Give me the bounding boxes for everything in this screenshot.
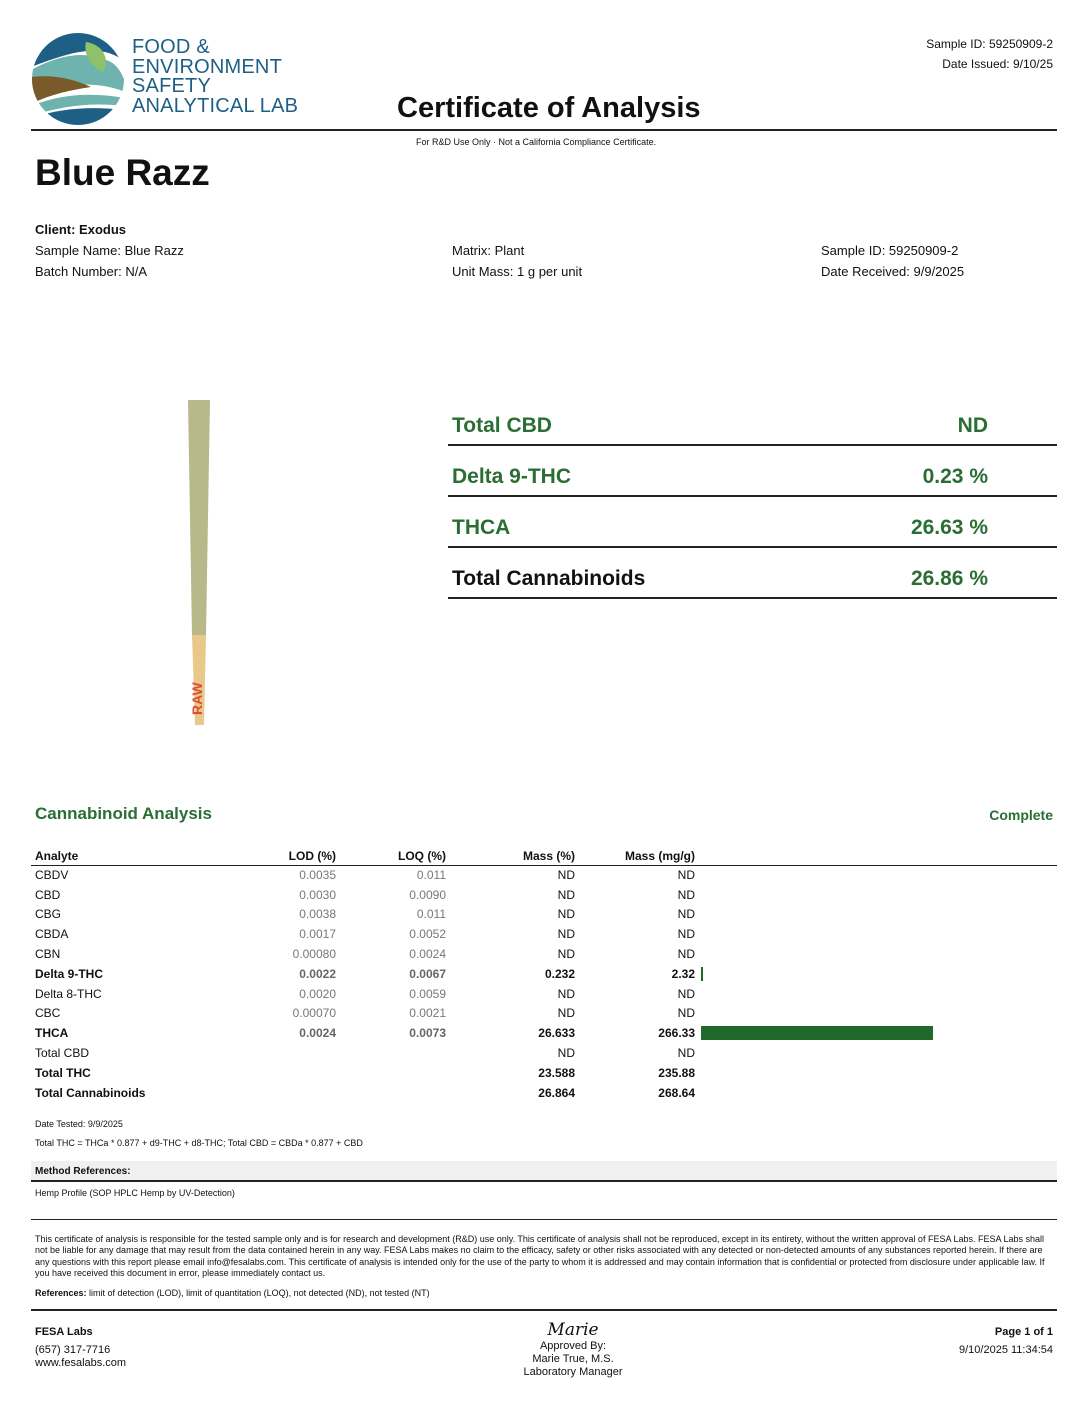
lod: 0.0038 [299, 907, 336, 922]
matrix-info: Matrix: Plant Unit Mass: 1 g per unit [452, 243, 583, 279]
loq [336, 1043, 446, 1063]
table-row [31, 924, 1057, 944]
divider [31, 129, 1057, 131]
lod: 0.0030 [299, 887, 336, 902]
formula-note: Total THC = THCa * 0.877 + d9-THC + d8-THC; Total CBD = CBDa * 0.877 + CBD [35, 1138, 363, 1148]
method-text: Hemp Profile (SOP HPLC Hemp by UV-Detection) [35, 1188, 235, 1198]
col-bar [695, 847, 1057, 865]
table-row [31, 1083, 1057, 1103]
mass-mg: 235.88 [658, 1065, 695, 1080]
loq: 0.0052 [409, 927, 446, 942]
disclaimer: This certificate of analysis is responsible for the tested sample only and is for research and development (R&D) use only. This certificate of analysis shall not be reproduced, except in its entirety, without the written approval of FESA Labs. FESA Labs shall not be liable for any damage that may result from the data contained herein in any way. FESA Labs makes no claim to the efficacy, safety or other risks associated with any detected or non-detected amounts of any substances reported herein. If there are any questions with this report please email info@fesalabs.com. This certificate of analysis is intended only for the use of the party to whom it is addressed and may contain information that is confidential or protected from disclosure under applicable law. If you have received this document in error, please immediately contact us. [35, 1234, 1045, 1278]
table-row [31, 1063, 1057, 1083]
table-row [31, 984, 1057, 1004]
bar-cell [695, 1004, 1057, 1024]
analyte: CBG [35, 907, 62, 922]
mass-pct: ND [557, 947, 575, 962]
analyte: Delta 9-THC [35, 966, 104, 981]
analyte: Delta 8-THC [35, 986, 102, 1001]
col-lod: LOD (%) [171, 847, 336, 865]
col-mass-pct: Mass (%) [446, 847, 575, 865]
mass-mg: 2.32 [671, 966, 695, 981]
loq: 0.0024 [409, 947, 446, 962]
mass-mg: ND [677, 868, 695, 883]
analyte: Total CBD [35, 1046, 90, 1061]
col-analyte: Analyte [31, 847, 171, 865]
summary-results [448, 395, 1057, 599]
mass-bar [701, 1026, 933, 1040]
mass-mg: ND [677, 986, 695, 1001]
loq: 0.0067 [409, 966, 446, 981]
col-loq: LOQ (%) [336, 847, 446, 865]
bar-cell [695, 1043, 1057, 1063]
loq: 0.0090 [409, 887, 446, 902]
analyte: Total Cannabinoids [35, 1085, 146, 1100]
mass-mg: ND [677, 947, 695, 962]
lod: 0.00070 [292, 1006, 336, 1021]
mass-pct: 23.588 [538, 1065, 575, 1080]
mass-pct: ND [557, 927, 575, 942]
bar-cell [695, 944, 1057, 964]
loq: 0.0021 [409, 1006, 446, 1021]
lod: 0.0022 [299, 966, 336, 981]
lod [171, 1063, 336, 1083]
mass-mg: ND [677, 887, 695, 902]
analyte: CBDV [35, 868, 69, 883]
lod: 0.0017 [299, 927, 336, 942]
summary-total-cbd: Total CBD ND [448, 395, 1057, 446]
mass-bar [701, 967, 703, 981]
mass-mg: ND [677, 1046, 695, 1061]
mass-mg: ND [677, 927, 695, 942]
mass-pct: 26.633 [538, 1026, 575, 1041]
footer-page: Page 1 of 1 9/10/2025 11:34:54 [959, 1326, 1053, 1356]
cannabinoid-table [31, 847, 1057, 1103]
date-tested: Date Tested: 9/9/2025 [35, 1119, 123, 1129]
mass-pct: 0.232 [544, 966, 575, 981]
lod: 0.0020 [299, 986, 336, 1001]
col-mass-mg: Mass (mg/g) [575, 847, 695, 865]
lod [171, 1043, 336, 1063]
mass-pct: ND [557, 887, 575, 902]
lod: 0.00080 [292, 947, 336, 962]
mass-mg: 266.33 [658, 1026, 695, 1041]
table-row [31, 944, 1057, 964]
loq: 0.011 [416, 907, 446, 922]
document-title: Certificate of Analysis [397, 92, 701, 124]
lab-logo-icon [31, 32, 125, 126]
bar-cell [695, 885, 1057, 905]
mass-mg: 268.64 [658, 1085, 695, 1100]
method-references-title: Method References: [31, 1161, 1057, 1182]
table-row [31, 885, 1057, 905]
bar-cell [695, 1063, 1057, 1083]
loq [336, 1063, 446, 1083]
lod [171, 1083, 336, 1103]
summary-total-cannabinoids: Total Cannabinoids 26.86 % [448, 548, 1057, 599]
bar-cell [695, 1083, 1057, 1103]
section-title: Cannabinoid Analysis [35, 804, 212, 823]
references: References: limit of detection (LOD), limit of quantitation (LOQ), not detected (ND), not tested (NT) [35, 1288, 430, 1298]
analyte: CBN [35, 947, 61, 962]
table-row [31, 1023, 1057, 1043]
mass-pct: 26.864 [538, 1085, 575, 1100]
footer-lab: FESA Labs (657) 317-7716 www.fesalabs.com [35, 1326, 127, 1369]
divider [31, 1219, 1057, 1220]
analyte: CBD [35, 887, 61, 902]
bar-cell [695, 905, 1057, 925]
loq: 0.0059 [409, 986, 446, 1001]
signature: Marie [547, 1320, 599, 1340]
table-row [31, 1004, 1057, 1024]
summary-delta9: Delta 9-THC 0.23 % [448, 446, 1057, 497]
loq: 0.011 [416, 868, 446, 883]
divider [31, 1309, 1057, 1311]
product-photo [180, 395, 220, 730]
bar-cell [695, 984, 1057, 1004]
analyte: Total THC [35, 1065, 91, 1080]
status-badge: Complete [989, 807, 1053, 823]
header-meta: Sample ID: 59250909-2 Date Issued: 9/10/25 [926, 37, 1053, 71]
analyte: CBDA [35, 927, 69, 942]
svg-text:RAW: RAW [189, 682, 205, 715]
table-row [31, 865, 1057, 885]
lod: 0.0035 [299, 868, 336, 883]
mass-mg: ND [677, 1006, 695, 1021]
table-row [31, 964, 1057, 984]
client-info: Client: Exodus Sample Name: Blue Razz Batch Number: N/A [35, 222, 184, 279]
bar-cell [695, 1023, 1057, 1043]
mass-pct: ND [557, 1046, 575, 1061]
table-row [31, 905, 1057, 925]
mass-pct: ND [557, 868, 575, 883]
subtitle: For R&D Use Only · Not a California Compliance Certificate. [416, 137, 657, 147]
product-name: Blue Razz [35, 152, 210, 193]
footer-approval: Marie Approved By: Marie True, M.S. Laboratory Manager [473, 1320, 673, 1379]
bar-cell [695, 924, 1057, 944]
mass-mg: ND [677, 907, 695, 922]
loq: 0.0073 [409, 1026, 446, 1041]
loq [336, 1083, 446, 1103]
analyte: CBC [35, 1006, 61, 1021]
lod: 0.0024 [299, 1026, 336, 1041]
table-row [31, 1043, 1057, 1063]
analyte: THCA [35, 1026, 69, 1041]
mass-pct: ND [557, 986, 575, 1001]
lab-logo-text: FOOD & ENVIRONMENT SAFETY ANALYTICAL LAB [132, 36, 299, 117]
mass-pct: ND [557, 1006, 575, 1021]
summary-thca: THCA 26.63 % [448, 497, 1057, 548]
bar-cell [695, 865, 1057, 885]
bar-cell [695, 964, 1057, 984]
mass-pct: ND [557, 907, 575, 922]
sample-info: Sample ID: 59250909-2 Date Received: 9/9/2025 [821, 243, 965, 279]
